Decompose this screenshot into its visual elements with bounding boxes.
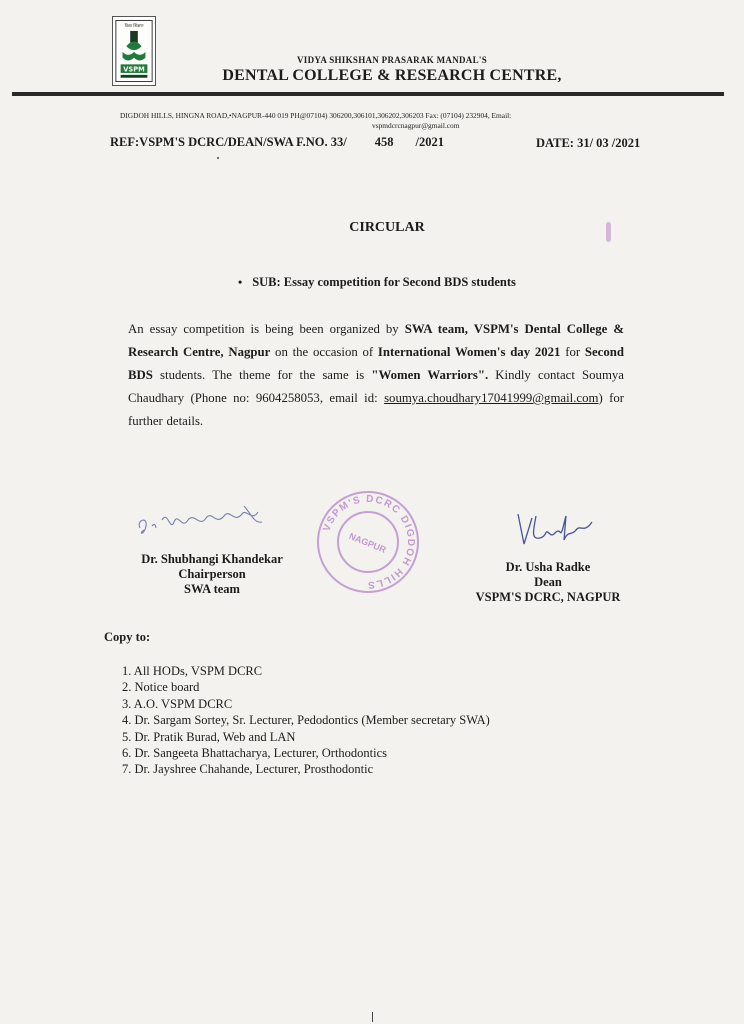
logo-badge-text: VSPM bbox=[123, 65, 145, 74]
list-item: 3. A.O. VSPM DCRC bbox=[122, 696, 233, 711]
page-edge-mark bbox=[372, 1012, 373, 1022]
ref-prefix: REF:VSPM'S DCRC/DEAN/SWA F.NO. 33/ bbox=[110, 135, 347, 149]
org-name: DENTAL COLLEGE & RESEARCH CENTRE, bbox=[222, 67, 562, 84]
signature-radke-icon bbox=[510, 508, 600, 552]
body-bold-class: Second BDS bbox=[128, 345, 624, 382]
copy-to-label: Copy to: bbox=[104, 630, 151, 644]
address-block bbox=[120, 111, 640, 131]
contact-email-link[interactable]: soumya.choudhary17041999@gmail.com bbox=[384, 391, 599, 405]
signature-khandekar-icon bbox=[134, 502, 284, 538]
signatory-role: Dean bbox=[534, 575, 562, 589]
body-text: Kindly contact Soumya Chaudhary (Phone no: 9604258053, email id: bbox=[128, 368, 624, 405]
body-text: for bbox=[560, 345, 585, 359]
circular-body bbox=[128, 318, 624, 433]
address-line: DIGDOH HILLS, HINGNA ROAD,•NAGPUR-440 019 PH@07104) 306200,306101,306202,306203 Fax: (07104) 232904, Email: bbox=[120, 111, 512, 120]
body-text: students. The theme for the same is bbox=[152, 368, 372, 382]
college-stamp-icon bbox=[314, 488, 422, 596]
ref-year: /2021 bbox=[415, 135, 444, 149]
body-bold-event: International Women's day 2021 bbox=[377, 345, 561, 359]
body-text: ) for further details. bbox=[128, 391, 624, 428]
college-email: vspmdcrcnagpur@gmail.com bbox=[372, 121, 460, 130]
header-divider bbox=[12, 92, 724, 96]
signatory-role: Chairperson bbox=[178, 567, 246, 581]
body-text: An essay competition is being been organized by bbox=[128, 322, 405, 336]
signatory-chairperson bbox=[128, 552, 296, 597]
list-item: 2. Notice board bbox=[122, 680, 200, 695]
list-item: 1. All HODs, VSPM DCRC bbox=[122, 664, 263, 678]
body-bold-org: SWA team, VSPM's Dental College & Research Centre, Nagpur bbox=[128, 322, 624, 359]
list-item: 7. Dr. Jayshree Chahande, Lecturer, Prosthodontic bbox=[122, 762, 374, 777]
ref-file-number: 458 bbox=[374, 135, 394, 149]
stamp-center-text: NAGPUR bbox=[347, 530, 388, 555]
signatory-name: Dr. Usha Radke bbox=[505, 560, 591, 574]
stamp-ring-text: VSPM'S DCRC DIGDOH HILLS bbox=[321, 493, 417, 591]
list-item: 6. Dr. Sangeeta Bhattacharya, Lecturer, Orthodontics bbox=[122, 746, 388, 761]
body-bold-theme: "Women Warriors". bbox=[371, 368, 489, 382]
issue-date: DATE: 31/ 03 /2021 bbox=[536, 136, 641, 150]
body-text: on the occasion of bbox=[270, 345, 378, 359]
reference-number bbox=[110, 135, 444, 150]
org-top-line: VIDYA SHIKSHAN PRASARAK MANDAL'S bbox=[296, 55, 488, 65]
circular-title: CIRCULAR bbox=[349, 220, 425, 235]
bullet-icon: • bbox=[238, 275, 243, 289]
subject-text: SUB: Essay competition for Second BDS students bbox=[252, 275, 516, 289]
logo-top-text: विद्या शिक्षण bbox=[124, 24, 144, 30]
signatory-org: SWA team bbox=[184, 582, 240, 596]
signatory-name: Dr. Shubhangi Khandekar bbox=[141, 552, 283, 566]
signatory-org: VSPM'S DCRC, NAGPUR bbox=[475, 590, 621, 604]
subject-line bbox=[238, 275, 516, 290]
copy-to-list bbox=[122, 663, 490, 778]
list-item: 5. Dr. Pratik Burad, Web and LAN bbox=[122, 729, 296, 744]
stray-mark bbox=[217, 157, 219, 159]
list-item: 4. Dr. Sargam Sortey, Sr. Lecturer, Pedodontics (Member secretary SWA) bbox=[122, 713, 490, 728]
signatory-dean bbox=[460, 560, 636, 605]
